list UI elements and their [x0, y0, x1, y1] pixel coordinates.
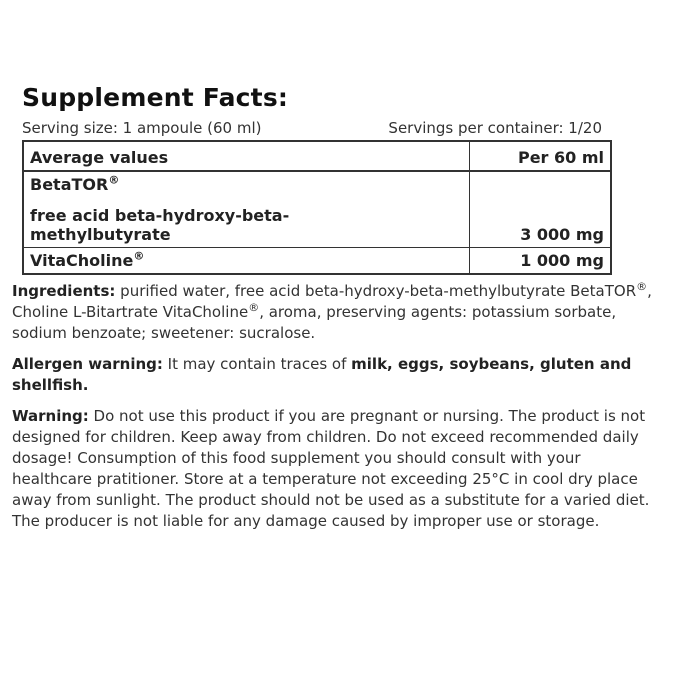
table-row [23, 248, 611, 275]
allergen-items: milk, eggs, soybeans, gluten and shellfish. [12, 355, 632, 394]
page-title: Supplement Facts: [22, 83, 289, 112]
header-average-values: Average values [23, 141, 470, 171]
betator-name: BetaTOR® [30, 173, 120, 194]
vitacholine-cell: VitaCholine® [23, 248, 470, 275]
facts-table [22, 140, 612, 275]
allergen-label: Allergen warning: [12, 355, 163, 373]
betator-cell [23, 171, 470, 248]
servings-per-container: Servings per container: 1/20 [388, 119, 602, 137]
allergen-warning: Allergen warning: It may contain traces of milk, eggs, soybeans, gluten and shellfish. [12, 355, 632, 394]
header-per-serving: Per 60 ml [470, 141, 612, 171]
table-row [23, 171, 611, 248]
betator-amount: 3 000 mg [470, 171, 612, 248]
warning-text: Warning: Do not use this product if you are pregnant or nursing. The product is not designed for children. Keep away from children. Do not exceed recommended daily dosage! Consumption of this food supplement you should consult with your healthcare pratitioner. Store at a temperature not exceeding 25°C in cool dry place away from sunlight. The product should not be used as a substitute for a varied diet. The producer is not liable for any damage caused by improper use or storage. [12, 407, 650, 530]
vitacholine-amount: 1 000 mg [470, 248, 612, 275]
serving-info [22, 116, 602, 140]
serving-size: Serving size: 1 ampoule (60 ml) [22, 119, 262, 137]
betator-ingredient-line2: methylbutyrate [30, 225, 171, 244]
ingredients-text: Ingredients: purified water, free acid beta-hydroxy-beta-methylbutyrate BetaTOR®, Choline L-Bitartrate VitaCholine®, aroma, preserving agents: potassium sorbate, sodium benzoate; sweetener: sucralose. [12, 280, 652, 342]
supplement-facts-panel [12, 80, 654, 532]
table-header-row [23, 141, 611, 171]
betator-ingredient-line1: free acid beta-hydroxy-beta- [30, 206, 290, 225]
warning-label: Warning: [12, 407, 89, 425]
ingredients-label: Ingredients: [12, 282, 116, 300]
